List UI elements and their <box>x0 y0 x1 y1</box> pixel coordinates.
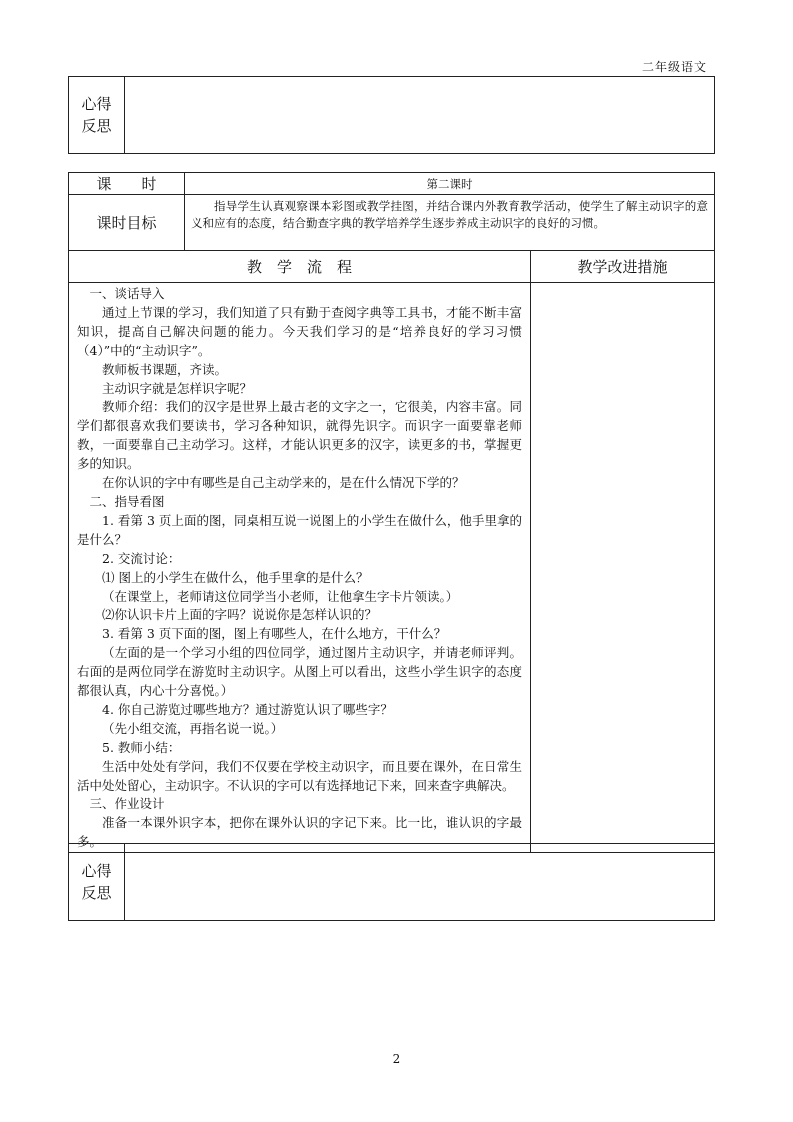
flow-paragraph: 4. 你自己游览过哪些地方？通过游览认识了哪些字？ <box>102 701 393 717</box>
reflection-table-bottom <box>68 843 715 921</box>
reflection-label-line2: 反思 <box>81 884 112 902</box>
flow-section-title: 三、作业设计 <box>89 796 165 812</box>
flow-paragraph: 生活中处处有学问，我们不仅要在学校主动识字，而且要在课外，在日常生活中处处留心，主动识字。不认识的字可以有选择地记下来，回来查字典解决。 <box>77 758 522 793</box>
lesson-table <box>68 172 715 853</box>
reflection-label-top <box>69 77 125 154</box>
flow-paragraph: ⑵你认识卡片上面的字吗？说说你是怎样认识的？ <box>102 607 378 623</box>
period-value: 第二课时 <box>185 173 715 195</box>
reflection-label-line1: 心得 <box>81 95 112 113</box>
flow-paragraph: （先小组交流，再指名说一说。） <box>102 720 284 736</box>
improve-header: 教学改进措施 <box>531 251 715 283</box>
flow-paragraph: 3. 看第 3 页下面的图，图上有哪些人，在什么地方，干什么？ <box>102 626 447 642</box>
flow-paragraph: 准备一本课外识字本，把你在课外认识的字记下来。比一比，谁认识的字最多。 <box>77 815 522 850</box>
reflection-label-bottom <box>69 844 125 921</box>
flow-paragraph: 2. 交流讨论： <box>102 550 181 566</box>
flow-paragraph: （左面的是一个学习小组的四位同学，通过图片主动识字，并请老师评判。右面的是两位同学在游览时主动识字。从图上可以看出，这些小学生识字的态度都很认真，内心十分喜悦。） <box>77 645 522 699</box>
reflection-label-line1: 心得 <box>81 862 112 880</box>
period-label: 课 时 <box>69 173 185 195</box>
header-subject: 二年级语文 <box>641 60 707 74</box>
flow-paragraph: 教师板书课题，齐读。 <box>102 361 228 377</box>
goal-text: 指导学生认真观察课本彩图或教学挂图，并结合课内外教育教学活动，使学生了解主动识字的意义和应有的态度，结合勤查字典的教学培养学生逐步养成主动识字的良好的习惯。 <box>185 195 715 251</box>
reflection-content-bottom <box>125 844 715 921</box>
reflection-table-top <box>68 76 715 154</box>
flow-paragraph: （在课堂上，老师请这位同学当小老师，让他拿生字卡片领读。） <box>102 588 459 604</box>
flow-body <box>69 283 531 853</box>
flow-paragraph: 主动识字就是怎样识字呢？ <box>102 380 253 396</box>
flow-paragraph: 5. 教师小结： <box>102 739 181 755</box>
flow-paragraph: 在你认识的字中有哪些是自己主动学来的，是在什么情况下学的？ <box>102 475 465 491</box>
improve-column <box>531 283 715 853</box>
reflection-label-line2: 反思 <box>81 117 112 135</box>
flow-paragraph: 教师介绍：我们的汉字是世界上最古老的文字之一，它很美，内容丰富。同学们都很喜欢我们要读书，学习各种知识，就得先识字。而识字一面要靠老师教，一面要靠自己主动学习。这样，才能认识更多的汉字，读更多的书，掌握更多的知识。 <box>77 399 522 472</box>
flow-paragraph: 1. 看第 3 页上面的图，同桌相互说一说图上的小学生在做什么，他手里拿的是什么？ <box>77 512 522 547</box>
flow-header: 教 学 流 程 <box>69 251 531 283</box>
flow-paragraph: 通过上节课的学习，我们知道了只有勤于查阅字典等工具书，才能不断丰富知识，提高自己解决问题的能力。今天我们学习的是“培养良好的学习习惯（4）”中的“主动识字”。 <box>77 304 522 358</box>
reflection-content-top <box>125 77 715 154</box>
flow-section-title: 一、谈话导入 <box>89 286 165 301</box>
flow-paragraph: ⑴ 图上的小学生在做什么，他手里拿的是什么？ <box>102 569 369 585</box>
flow-section-title: 二、指导看图 <box>89 493 165 509</box>
page-number: 2 <box>392 1052 401 1066</box>
goal-label: 课时目标 <box>69 195 185 251</box>
